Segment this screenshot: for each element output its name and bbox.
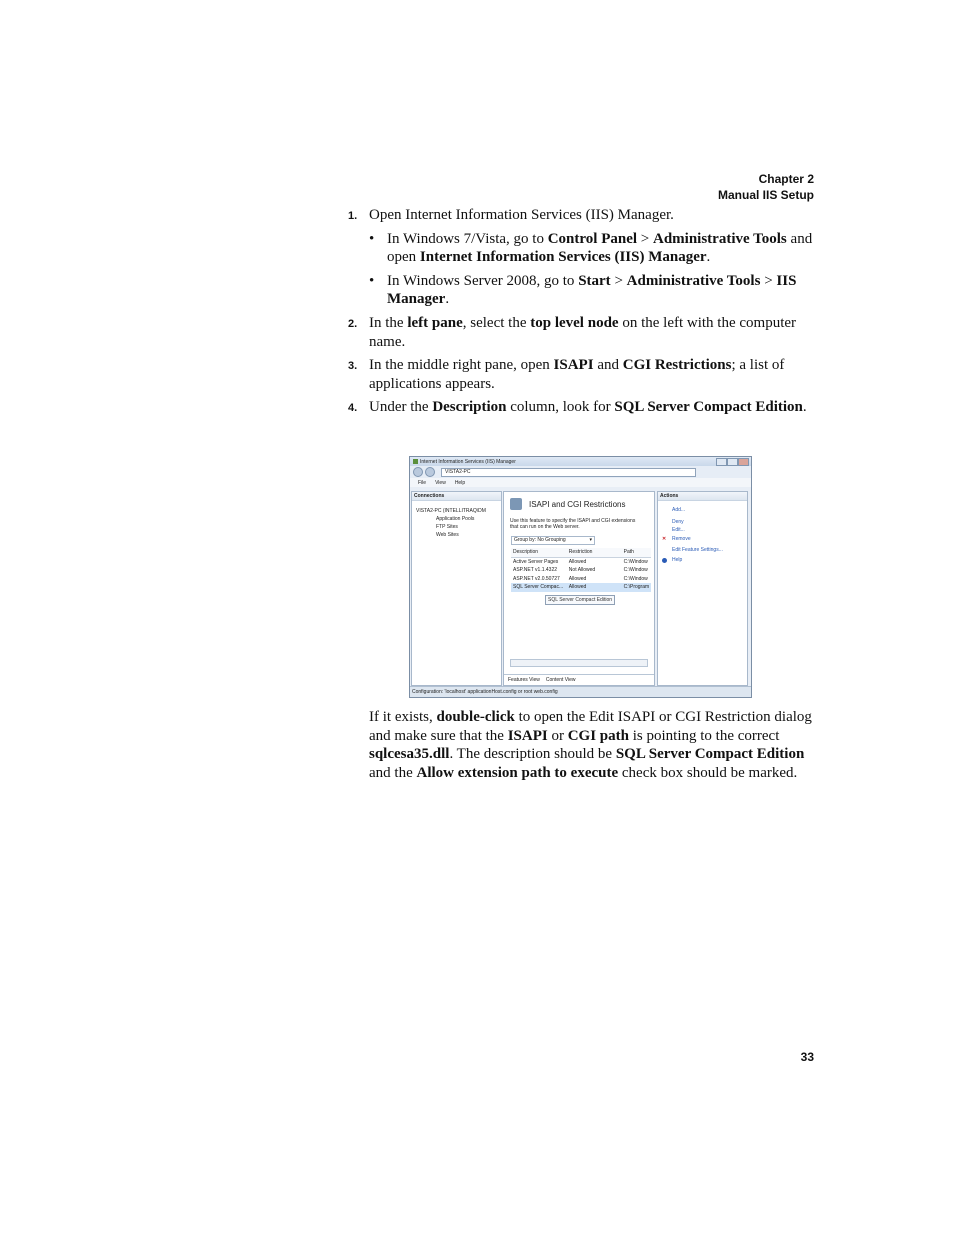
table-row[interactable] <box>511 558 651 567</box>
text: or <box>547 727 568 744</box>
action-edit-feature-settings[interactable]: Edit Feature Settings... <box>672 547 723 554</box>
view-tabs <box>504 674 654 685</box>
action-deny[interactable]: Deny <box>672 518 684 525</box>
column-description[interactable]: Description <box>513 549 539 555</box>
restrictions-table <box>511 548 651 592</box>
step-4 <box>348 398 814 417</box>
text: In the <box>369 314 408 331</box>
bold-text: Control Panel <box>547 230 638 247</box>
text: . <box>802 399 807 416</box>
bold-text: Allow extension path to execute <box>416 765 619 782</box>
group-by-label: Group by: <box>514 537 536 543</box>
text: > <box>760 272 777 289</box>
chevron-down-icon: ▾ <box>589 537 592 543</box>
text: . <box>706 249 711 266</box>
help-icon <box>662 558 667 563</box>
group-by-value: No Grouping <box>537 537 566 543</box>
cell: C:\Program <box>623 584 650 590</box>
bold-text: top level node <box>530 314 619 331</box>
forward-icon[interactable] <box>425 467 435 477</box>
text: In Windows Server 2008, go to <box>387 272 579 289</box>
instruction-list <box>348 206 814 422</box>
closing-paragraph <box>369 708 815 783</box>
table-row[interactable] <box>511 575 651 584</box>
cell: C:\Window <box>623 558 648 565</box>
bold-text: double-click <box>436 709 515 725</box>
actions-list <box>658 501 747 565</box>
action-label: Remove <box>672 535 691 542</box>
bold-text: ISAPI <box>507 727 548 744</box>
tree-node-app-pools[interactable]: Application Pools <box>436 516 475 522</box>
address-bar <box>410 466 751 478</box>
cell: ASP.NET v2.0.50727 <box>513 575 560 582</box>
bullet-server2008 <box>348 272 814 309</box>
tree-node-web-sites[interactable]: Web Sites <box>436 532 459 538</box>
action-remove[interactable] <box>658 535 747 544</box>
text: ; a list of applications appears. <box>369 357 785 392</box>
bullet-windows7 <box>348 230 814 267</box>
action-help[interactable] <box>658 556 747 565</box>
cell: C:\Window <box>623 575 648 582</box>
column-path[interactable]: Path <box>623 549 634 555</box>
iis-icon <box>413 459 418 464</box>
bold-text: Administrative Tools <box>653 230 787 247</box>
bold-text: Administrative Tools <box>626 272 761 289</box>
cell: SQL Server Compac... <box>513 584 564 590</box>
text: , select the <box>462 314 531 331</box>
text: Under the <box>369 399 433 416</box>
text: If it exists, <box>369 709 437 725</box>
group-by-dropdown[interactable] <box>511 536 595 545</box>
minimize-button[interactable] <box>716 458 727 466</box>
text: . The description should be <box>449 746 616 763</box>
bold-text: SQL Server Compact Edition <box>615 746 805 763</box>
text: . <box>445 291 450 308</box>
horizontal-scrollbar[interactable] <box>510 659 648 667</box>
bold-text: CGI path <box>567 727 629 744</box>
iis-manager-screenshot <box>409 456 752 698</box>
tree-node-ftp-sites[interactable]: FTP Sites <box>436 524 458 530</box>
chapter-number: Chapter 2 <box>758 172 814 186</box>
bullet-dot: • <box>369 230 375 247</box>
cell: ASP.NET v1.1.4322 <box>513 567 558 573</box>
bold-text: Description <box>432 399 507 416</box>
maximize-button[interactable] <box>727 458 738 466</box>
step-2 <box>348 314 814 351</box>
step-3 <box>348 356 814 393</box>
step-number: 1. <box>348 210 358 222</box>
action-add[interactable]: Add... <box>672 507 686 513</box>
bold-text: sqlcesa35.dll <box>369 746 450 763</box>
status-bar: Configuration: 'localhost' applicationHost.config or root web.config <box>410 686 751 697</box>
cell: Allowed <box>568 558 587 565</box>
tab-content-view[interactable]: Content View <box>545 677 576 683</box>
bold-text: IIS Manager <box>387 272 797 308</box>
text: on the left with the computer name. <box>369 314 797 350</box>
back-icon[interactable] <box>413 467 423 477</box>
menu-file[interactable]: File <box>418 479 427 486</box>
text: and <box>593 357 623 374</box>
actions-title: Actions <box>658 492 747 501</box>
close-button[interactable] <box>738 458 749 466</box>
table-header <box>511 548 651 558</box>
text: is pointing to the correct <box>629 727 780 744</box>
cell: Allowed <box>568 584 587 590</box>
step-number: 3. <box>348 360 358 373</box>
text: In the middle right pane, open <box>369 357 554 374</box>
actions-pane <box>657 491 748 686</box>
text: and open <box>387 230 813 266</box>
cell: Active Server Pages <box>513 558 559 565</box>
cell: Allowed <box>568 575 587 582</box>
tree-node-server[interactable]: VISTA2-PC (INTELLITRAQ\DM <box>416 508 486 514</box>
bold-text: CGI Restrictions <box>622 357 732 374</box>
chapter-title: Manual IIS Setup <box>717 188 814 202</box>
cell: Not Allowed <box>568 567 596 573</box>
features-pane <box>503 491 655 686</box>
action-edit[interactable]: Edit... <box>672 527 685 534</box>
text: to open the Edit ISAPI or CGI Restriction dialog and make sure that the <box>369 709 812 744</box>
window-titlebar <box>410 457 751 466</box>
connections-tree <box>412 501 501 539</box>
step-text: Open Internet Information Services (IIS) Manager. <box>369 207 674 223</box>
text: > <box>610 272 627 289</box>
text: column, look for <box>506 399 615 416</box>
address-field[interactable]: VISTA2-PC <box>441 468 696 477</box>
bold-text: SQL Server Compact Edition <box>614 399 803 416</box>
tab-features-view[interactable]: Features View <box>508 677 540 683</box>
action-label: Help <box>672 556 683 563</box>
menu-bar <box>410 478 751 487</box>
column-restriction[interactable]: Restriction <box>568 549 593 555</box>
bold-text: Start <box>578 272 611 289</box>
tooltip: SQL Server Compact Edition <box>545 595 615 605</box>
bold-text: ISAPI <box>553 357 594 374</box>
bold-text: left pane <box>407 314 463 331</box>
window-title: Internet Information Services (IIS) Manager <box>420 458 516 465</box>
page-number: 33 <box>800 1050 814 1064</box>
connections-title: Connections <box>412 492 501 501</box>
text: check box should be marked. <box>618 765 798 782</box>
isapi-cgi-icon <box>510 498 522 510</box>
table-row[interactable] <box>511 566 651 575</box>
bold-text: Internet Information Services (IIS) Manager <box>419 249 707 266</box>
remove-icon: ✕ <box>662 535 667 542</box>
text: and the <box>369 765 417 782</box>
chapter-header <box>718 171 814 203</box>
step-1 <box>348 206 814 225</box>
connections-pane <box>411 491 502 686</box>
table-row-selected[interactable] <box>511 583 651 592</box>
text: In Windows 7/Vista, go to <box>387 230 548 247</box>
text: > <box>637 230 653 247</box>
bullet-dot: • <box>369 272 375 289</box>
feature-title: ISAPI and CGI Restrictions <box>529 500 626 509</box>
feature-description: Use this feature to specify the ISAPI and CGI extensions that can run on the Web server. <box>510 518 636 530</box>
step-number: 2. <box>348 317 358 330</box>
menu-view[interactable]: View <box>435 479 446 486</box>
cell: C:\Window <box>623 567 648 573</box>
menu-help[interactable]: Help <box>454 479 466 486</box>
step-number: 4. <box>348 402 358 415</box>
